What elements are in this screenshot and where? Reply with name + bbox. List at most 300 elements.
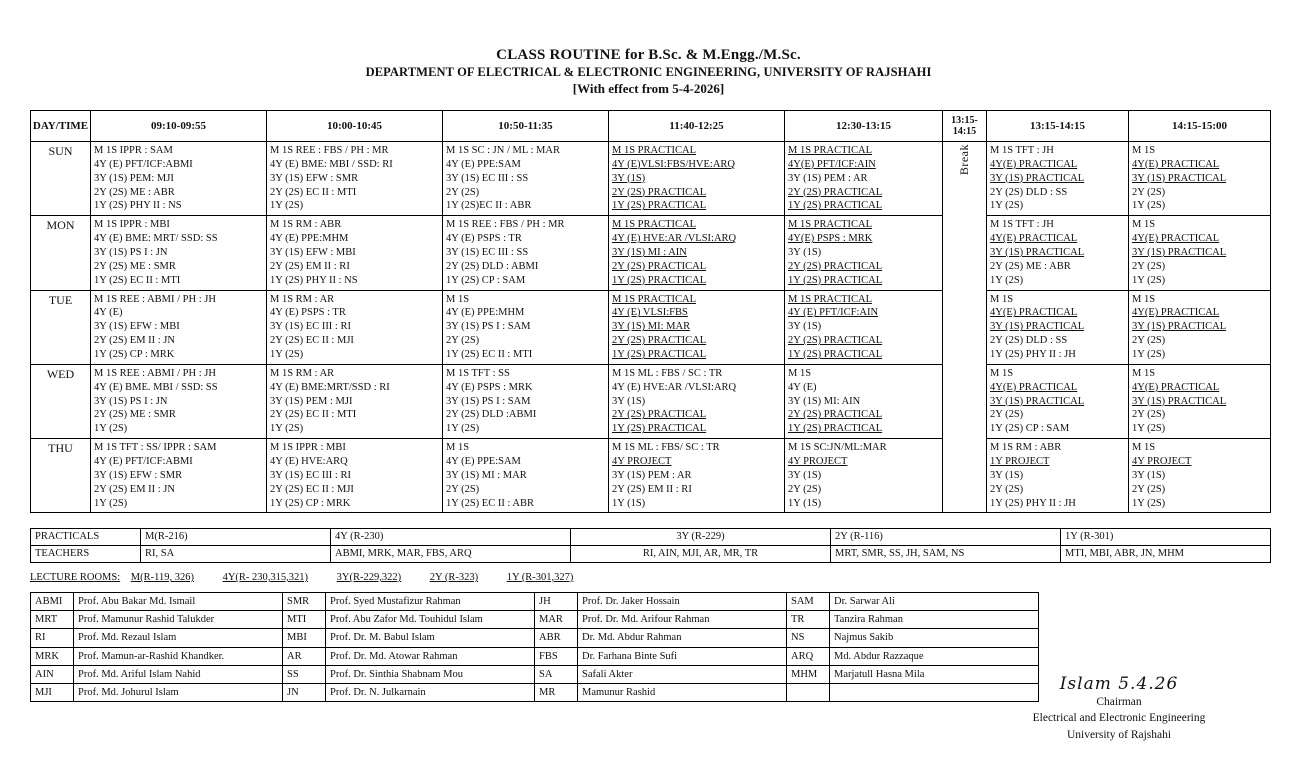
routine-cell — [267, 364, 443, 438]
teacher-code: MAR — [535, 611, 578, 629]
routine-cell-line: M 1S REE : FBS / PH : MR — [270, 145, 389, 156]
lecture-room-4y: 4Y(R- 230,315,321) — [222, 572, 309, 583]
routine-cell-line: 3Y (1S) EFW : SMR — [270, 172, 359, 184]
teacher-code: AR — [283, 647, 326, 665]
routine-cell-line: M 1S PRACTICAL — [612, 145, 697, 156]
routine-cell — [609, 216, 785, 290]
header-slot-4: 11:40-12:25 — [609, 111, 785, 142]
teacher-name: Tanzira Rahman — [830, 611, 1039, 629]
routine-cell-line: 3Y (1S) PS I : SAM — [446, 321, 531, 333]
routine-cell — [785, 439, 943, 513]
teacher-name: Prof. Mamunur Rashid Talukder — [74, 611, 283, 629]
routine-cell-line: 2Y (2S) DLD : SS — [990, 335, 1068, 347]
header-day-time: DAY/TIME — [31, 111, 91, 142]
routine-cell-line: 3Y (1S) PEM : AR — [612, 469, 692, 481]
routine-cell-line: 1Y (2S) PRACTICAL — [612, 423, 707, 435]
routine-cell-line: M 1S RM : AR — [270, 293, 335, 305]
title-department: DEPARTMENT OF ELECTRICAL & ELECTRONIC ENGINEERING, UNIVERSITY OF RAJSHAHI — [365, 64, 932, 79]
routine-cell-line: 4Y (E)VLSI:FBS/HVE:ARQ — [612, 158, 735, 170]
routine-cell-line: 2Y (2S) DLD : ABMI — [446, 260, 539, 272]
routine-cell-line: 3Y (1S) PRACTICAL — [990, 321, 1085, 333]
teacher-name: Prof. Md. Rezaul Islam — [74, 629, 283, 647]
routine-cell — [1129, 439, 1271, 513]
routine-cell-line: 1Y (2S) — [270, 200, 304, 212]
routine-cell-line: 1Y (2S) — [990, 200, 1024, 212]
routine-cell-line: M 1S PRACTICAL — [788, 145, 873, 156]
class-routine-table — [30, 110, 1271, 513]
routine-cell — [91, 290, 267, 364]
routine-cell-line: M 1S RM : ABR — [990, 442, 1062, 454]
routine-row — [31, 364, 1271, 438]
routine-cell-line: 3Y (1S) MI : MAR — [446, 469, 527, 481]
routine-cell — [443, 142, 609, 216]
teacher-code: MJI — [31, 684, 74, 702]
routine-cell-line: 1Y (2S) — [270, 423, 304, 435]
routine-cell-line: M 1S REE : FBS / PH : MR — [446, 219, 565, 231]
routine-cell-line: M 1S IPPR : SAM — [94, 145, 173, 156]
routine-cell-line: 1Y (2S) PHY II : NS — [270, 274, 358, 286]
routine-cell-line: 1Y (2S) PRACTICAL — [788, 274, 883, 286]
routine-cell-line: M 1S — [446, 293, 470, 305]
lecture-room-m: M(R-119, 326) — [130, 572, 194, 583]
routine-cell-line: 2Y (2S) DLD : SS — [990, 186, 1068, 198]
routine-cell-line: 2Y (2S) PRACTICAL — [788, 409, 883, 421]
routine-cell-line: 2Y (2S) EC II : MTI — [270, 409, 357, 421]
routine-cell-line: 3Y (1S) PEM : AR — [788, 172, 868, 184]
routine-cell-line: 2Y (2S) — [788, 483, 822, 495]
routine-cell-line: 2Y (2S) ME : SMR — [94, 409, 176, 421]
routine-cell-line: 4Y (E) PSPS : TR — [446, 233, 522, 245]
routine-cell-line: 3Y (1S) PRACTICAL — [1132, 395, 1227, 407]
break-column — [943, 142, 987, 513]
routine-cell — [1129, 364, 1271, 438]
teacher-code: MHM — [787, 665, 830, 683]
routine-cell-line: 3Y (1S) PRACTICAL — [990, 247, 1085, 259]
lecture-room-1y: 1Y (R-301,327) — [506, 572, 574, 583]
routine-cell-line: 1Y (2S) CP : SAM — [446, 274, 526, 286]
routine-cell-line: 2Y (2S) — [990, 483, 1024, 495]
routine-cell-line: 2Y (2S) — [1132, 186, 1166, 198]
signature-block — [969, 672, 1269, 744]
routine-cell — [443, 439, 609, 513]
routine-cell-line: 4Y (E) BME. MBI / SSD: SS — [94, 381, 218, 393]
routine-cell-line: 1Y (2S) EC II : ABR — [446, 497, 534, 509]
teacher-code: ABR — [535, 629, 578, 647]
routine-cell-line: 4Y(E) PRACTICAL — [1132, 158, 1220, 170]
routine-cell-line: 4Y (E) HVE:AR /VLSI:ARQ — [612, 381, 737, 393]
teacher-code: MRT — [31, 611, 74, 629]
routine-cell-line: 4Y (E) HVE:AR /VLSI:ARQ — [612, 233, 737, 245]
teacher-row — [31, 611, 1039, 629]
routine-cell-line: 2Y (2S) ME : ABR — [94, 186, 175, 198]
routine-cell-line: 1Y (2S) CP : MRK — [270, 497, 351, 509]
routine-cell — [443, 364, 609, 438]
routine-cell-line: M 1S IPPR : MBI — [94, 219, 170, 231]
routine-cell-line: 1Y (2S) — [94, 423, 128, 435]
routine-cell-line: 4Y (E) BME:MRT/SSD : RI — [270, 381, 390, 393]
practicals-teachers-2y: MRT, SMR, SS, JH, SAM, NS — [831, 546, 1061, 563]
teacher-code: SS — [283, 665, 326, 683]
teacher-name: Prof. Dr. N. Julkarnain — [326, 684, 535, 702]
routine-cell — [785, 364, 943, 438]
routine-cell-line: 3Y (1S) MI: MAR — [612, 321, 691, 333]
routine-cell — [1129, 216, 1271, 290]
routine-cell-line: 1Y (2S)EC II : ABR — [446, 200, 532, 212]
routine-cell — [609, 439, 785, 513]
teacher-row — [31, 629, 1039, 647]
routine-cell — [91, 364, 267, 438]
practicals-room-m: M(R-216) — [141, 529, 331, 546]
routine-cell-line: 4Y(E) PRACTICAL — [1132, 381, 1220, 393]
routine-cell-line: 3Y (1S) EFW : MBI — [94, 321, 180, 333]
routine-cell-line: 4Y (E) — [94, 307, 123, 319]
routine-cell-line: 2Y (2S) — [1132, 260, 1166, 272]
routine-cell-line: 4Y (E) PPE:MHM — [270, 233, 349, 245]
routine-cell-line: 1Y (2S) EC II : MTI — [94, 274, 181, 286]
practicals-teachers-row — [31, 546, 1271, 563]
routine-cell-line: 3Y (1S) EC III : RI — [270, 321, 351, 333]
routine-cell-line: 4Y (E) PSPS : TR — [270, 307, 346, 319]
routine-cell-line: 3Y (1S) — [612, 172, 646, 184]
teacher-code: MR — [535, 684, 578, 702]
teacher-row — [31, 647, 1039, 665]
routine-cell-line: 1Y (2S) EC II : MTI — [446, 349, 533, 361]
routine-cell-line: 1Y (2S) PHY II : JH — [990, 497, 1076, 509]
teacher-row — [31, 684, 1039, 702]
routine-cell — [609, 364, 785, 438]
teacher-code: SAM — [787, 593, 830, 611]
teacher-name: Prof. Dr. M. Babul Islam — [326, 629, 535, 647]
routine-cell-line: M 1S REE : ABMI / PH : JH — [94, 293, 216, 305]
routine-cell-line: 4Y(E) PSPS : MRK — [788, 233, 873, 245]
header-slot-1: 09:10-09:55 — [91, 111, 267, 142]
routine-cell — [785, 216, 943, 290]
routine-cell-line: 4Y(E) PFT/ICF:AIN — [788, 158, 876, 170]
practicals-teachers-3y: RI, AIN, MJI, AR, MR, TR — [571, 546, 831, 563]
routine-cell-line: 2Y (2S) PRACTICAL — [788, 260, 883, 272]
routine-cell-line: 4Y PROJECT — [612, 456, 672, 468]
routine-cell-line: M 1S — [446, 442, 470, 454]
routine-cell-line: 3Y (1S) — [990, 469, 1024, 481]
teacher-code: MRK — [31, 647, 74, 665]
teacher-name: Dr. Sarwar Ali — [830, 593, 1039, 611]
routine-cell-line: 4Y (E) PPE:SAM — [446, 456, 521, 468]
routine-cell-line: 4Y(E) PRACTICAL — [1132, 233, 1220, 245]
lecture-room-3y: 3Y(R-229,322) — [336, 572, 402, 583]
title-main: CLASS ROUTINE for B.Sc. & M.Engg./M.Sc. — [496, 47, 801, 63]
teacher-name: Prof. Dr. Jaker Hossain — [578, 593, 787, 611]
header-slot-3: 10:50-11:35 — [443, 111, 609, 142]
routine-cell — [91, 142, 267, 216]
routine-cell-line: 4Y(E) PRACTICAL — [1132, 307, 1220, 319]
routine-cell — [987, 439, 1129, 513]
routine-cell-line: M 1S SC : JN / ML : MAR — [446, 145, 560, 156]
routine-cell-line: 4Y (E) PPE:MHM — [446, 307, 525, 319]
routine-row — [31, 142, 1271, 216]
routine-cell-line: 1Y (1S) — [788, 497, 822, 509]
signature-title: Chairman — [1096, 695, 1142, 708]
routine-cell-line: 1Y (1S) — [612, 497, 646, 509]
teacher-code: ABMI — [31, 593, 74, 611]
lecture-rooms-line — [30, 572, 1270, 583]
routine-cell-line: 1Y (2S) — [1132, 349, 1166, 361]
routine-cell-line: M 1S IPPR : MBI — [270, 442, 346, 454]
routine-cell-line: 4Y (E) BME: MRT/ SSD: SS — [94, 233, 218, 245]
routine-cell-line: 3Y (1S) EC III : RI — [270, 469, 351, 481]
routine-cell-line: 2Y (2S) EC II : MJI — [270, 335, 354, 347]
routine-cell-line: 4Y(E) PRACTICAL — [990, 307, 1078, 319]
routine-cell-line: 2Y (2S) — [1132, 483, 1166, 495]
teacher-name: Prof. Abu Bakar Md. Ismail — [74, 593, 283, 611]
routine-cell-line: 4Y (E) PPE:SAM — [446, 158, 521, 170]
routine-cell-line: M 1S TFT : JH — [990, 145, 1054, 156]
routine-cell-line: M 1S PRACTICAL — [612, 293, 697, 305]
routine-cell-line: M 1S PRACTICAL — [788, 293, 873, 305]
routine-cell-line: 3Y (1S) PRACTICAL — [990, 395, 1085, 407]
routine-cell-line: 2Y (2S) EM II : RI — [270, 260, 350, 272]
routine-cell-line: 2Y (2S) EM II : JN — [94, 335, 175, 347]
routine-cell-line: 4Y (E) VLSI:FBS — [612, 307, 688, 319]
teacher-name: Prof. Syed Mustafizur Rahman — [326, 593, 535, 611]
routine-cell-line: M 1S — [990, 293, 1014, 305]
routine-cell-line: 2Y (2S) PRACTICAL — [612, 409, 707, 421]
day-label: WED — [31, 364, 91, 438]
day-label: MON — [31, 216, 91, 290]
teacher-name: Safali Akter — [578, 665, 787, 683]
routine-cell-line: M 1S — [990, 367, 1014, 379]
routine-cell-line: 1Y (2S) CP : MRK — [94, 349, 175, 361]
routine-cell-line: 1Y (2S) — [446, 423, 480, 435]
routine-cell-line: 3Y (1S) EC III : SS — [446, 247, 529, 259]
routine-cell — [609, 290, 785, 364]
routine-cell-line: 4Y(E) PRACTICAL — [990, 233, 1078, 245]
routine-cell-line: M 1S PRACTICAL — [788, 219, 873, 231]
routine-cell-line: 3Y (1S) PS I : SAM — [446, 395, 531, 407]
teacher-code: MTI — [283, 611, 326, 629]
header-slot-7: 14:15-15:00 — [1129, 111, 1271, 142]
routine-cell-line: 4Y(E) PRACTICAL — [990, 158, 1078, 170]
teacher-code: RI — [31, 629, 74, 647]
routine-cell-line: M 1S — [1132, 442, 1156, 454]
routine-cell-line: M 1S RM : AR — [270, 367, 335, 379]
routine-cell-line: 4Y (E) BME: MBI / SSD: RI — [270, 158, 393, 170]
routine-cell-line: 2Y (2S) — [990, 409, 1024, 421]
header-slot-5: 12:30-13:15 — [785, 111, 943, 142]
routine-cell — [987, 290, 1129, 364]
routine-cell — [785, 142, 943, 216]
routine-cell-line: M 1S REE : ABMI / PH : JH — [94, 367, 216, 379]
header-slot-2: 10:00-10:45 — [267, 111, 443, 142]
routine-cell-line: 3Y (1S) EFW : MBI — [270, 247, 356, 259]
routine-cell-line: 1Y (2S) PRACTICAL — [612, 200, 707, 212]
routine-cell-line: 4Y PROJECT — [788, 456, 848, 468]
routine-cell-line: 2Y (2S) ME : ABR — [990, 260, 1071, 272]
routine-cell-line: 3Y (1S) EC III : SS — [446, 172, 529, 184]
routine-cell-line: 2Y (2S) PRACTICAL — [788, 186, 883, 198]
practicals-room-4y: 4Y (R-230) — [331, 529, 571, 546]
routine-cell-line: 3Y (1S) MI : AIN — [612, 247, 687, 259]
routine-cell-line: 3Y (1S) EFW : SMR — [94, 469, 183, 481]
routine-cell-line: 1Y (2S) PRACTICAL — [788, 200, 883, 212]
teacher-code: ARQ — [787, 647, 830, 665]
routine-cell-line: 3Y (1S) — [788, 321, 822, 333]
routine-cell-line: 1Y (2S) PRACTICAL — [788, 423, 883, 435]
teacher-name: Prof. Md. Johurul Islam — [74, 684, 283, 702]
teacher-codes-table — [30, 592, 1039, 702]
routine-cell-line: 3Y (1S) PEM: MJI — [94, 172, 174, 184]
routine-cell-line: 3Y (1S) PS I : JN — [94, 395, 168, 407]
routine-cell-line: M 1S — [1132, 293, 1156, 305]
routine-cell-line: 3Y (1S) PRACTICAL — [990, 172, 1085, 184]
routine-cell-line: 1Y (2S) — [94, 497, 128, 509]
routine-cell-line: 3Y (1S) — [1132, 469, 1166, 481]
routine-cell-line: 1Y PROJECT — [990, 456, 1050, 468]
teacher-code — [787, 684, 830, 702]
routine-cell-line: 2Y (2S) EM II : JN — [94, 483, 175, 495]
routine-row — [31, 290, 1271, 364]
routine-cell-line: 3Y (1S) — [612, 395, 646, 407]
teacher-name: Prof. Dr. Md. Arifour Rahman — [578, 611, 787, 629]
routine-cell-line: M 1S — [1132, 219, 1156, 231]
teacher-name: Prof. Md. Ariful Islam Nahid — [74, 665, 283, 683]
routine-cell-line: M 1S TFT : JH — [990, 219, 1054, 231]
routine-cell — [443, 216, 609, 290]
routine-cell-line: 2Y (2S) DLD :ABMI — [446, 409, 537, 421]
routine-cell-line: 1Y (2S) — [990, 274, 1024, 286]
routine-cell — [91, 216, 267, 290]
teacher-code: FBS — [535, 647, 578, 665]
teacher-name: Prof. Dr. Md. Atowar Rahman — [326, 647, 535, 665]
day-label: TUE — [31, 290, 91, 364]
routine-cell-line: 1Y (2S) — [1132, 497, 1166, 509]
teacher-name: Dr. Farhana Binte Sufi — [578, 647, 787, 665]
routine-cell-line: 2Y (2S) — [446, 335, 480, 347]
routine-cell — [267, 290, 443, 364]
routine-cell-line: M 1S — [1132, 145, 1156, 156]
teacher-code: SMR — [283, 593, 326, 611]
routine-cell — [987, 142, 1129, 216]
routine-cell-line: M 1S — [788, 367, 812, 379]
teacher-code: JH — [535, 593, 578, 611]
routine-cell-line: 3Y (1S) PRACTICAL — [1132, 321, 1227, 333]
teacher-name: Prof. Abu Zafor Md. Touhidul Islam — [326, 611, 535, 629]
teacher-name: Mamunur Rashid — [578, 684, 787, 702]
routine-cell-line: 1Y (2S) PRACTICAL — [612, 274, 707, 286]
teacher-name: Najmus Sakib — [830, 629, 1039, 647]
routine-cell-line: M 1S ML : FBS/ SC : TR — [612, 442, 720, 454]
routine-cell-line: 2Y (2S) — [1132, 335, 1166, 347]
header-break-slot: 13:15- 14:15 — [943, 111, 987, 142]
practicals-table — [30, 528, 1271, 563]
routine-cell-line: 2Y (2S) EC II : MJI — [270, 483, 354, 495]
teacher-code: AIN — [31, 665, 74, 683]
title-effect-date: [With effect from 5-4-2026] — [572, 81, 725, 97]
routine-cell-line: 1Y (2S) PHY II : JH — [990, 349, 1076, 361]
routine-cell-line: 3Y (1S) PEM : MJI — [270, 395, 353, 407]
routine-cell — [267, 142, 443, 216]
routine-cell-line: M 1S RM : ABR — [270, 219, 342, 231]
teacher-name: Prof. Mamun-ar-Rashid Khandker. — [74, 647, 283, 665]
routine-cell-line: M 1S SC:JN/ML:MAR — [788, 442, 887, 454]
routine-cell-line: 3Y (1S) PRACTICAL — [1132, 172, 1227, 184]
teacher-code: SA — [535, 665, 578, 683]
routine-cell-line: 2Y (2S) — [446, 483, 480, 495]
routine-cell-line: 2Y (2S) PRACTICAL — [612, 335, 707, 347]
routine-cell-line: 1Y (2S) PRACTICAL — [788, 349, 883, 361]
routine-cell — [443, 290, 609, 364]
routine-cell — [987, 216, 1129, 290]
routine-cell-line: 3Y (1S) PRACTICAL — [1132, 247, 1227, 259]
routine-cell — [1129, 142, 1271, 216]
routine-cell-line: 2Y (2S) PRACTICAL — [788, 335, 883, 347]
routine-cell-line: M 1S TFT : SS — [446, 367, 510, 379]
routine-cell — [267, 216, 443, 290]
routine-cell-line: 3Y (1S) MI: AIN — [788, 395, 861, 407]
routine-cell-line: 2Y (2S) ME : SMR — [94, 260, 176, 272]
practicals-room-2y: 2Y (R-116) — [831, 529, 1061, 546]
teacher-code: TR — [787, 611, 830, 629]
routine-cell-line: 2Y (2S) EC II : MTI — [270, 186, 357, 198]
teacher-name: Marjatull Hasna Mila — [830, 665, 1039, 683]
routine-cell-line: M 1S PRACTICAL — [612, 219, 697, 231]
break-label: Break — [957, 144, 971, 176]
routine-cell-line: 2Y (2S) PRACTICAL — [612, 260, 707, 272]
routine-cell — [1129, 290, 1271, 364]
routine-cell-line: 3Y (1S) — [788, 469, 822, 481]
routine-header-row — [31, 111, 1271, 142]
routine-cell-line: 4Y PROJECT — [1132, 456, 1192, 468]
practicals-teachers-4y: ABMI, MRK, MAR, FBS, ARQ — [331, 546, 571, 563]
day-label: THU — [31, 439, 91, 513]
routine-cell-line: 3Y (1S) PS I : JN — [94, 247, 168, 259]
routine-cell-line: 4Y (E) PFT/ICF:AIN — [788, 307, 879, 319]
header-slot-6: 13:15-14:15 — [987, 111, 1129, 142]
teacher-code: MBI — [283, 629, 326, 647]
routine-cell-line: 4Y (E) PFT/ICF:ABMI — [94, 158, 193, 170]
signature-handwriting: Islam 5.4.26 — [1059, 674, 1179, 694]
routine-cell — [91, 439, 267, 513]
routine-cell-line: 4Y (E) PSPS : MRK — [446, 381, 533, 393]
routine-cell-line: 2Y (2S) EM II : RI — [612, 483, 692, 495]
teacher-code: NS — [787, 629, 830, 647]
routine-cell — [987, 364, 1129, 438]
title-block — [0, 0, 1297, 98]
routine-cell-line: M 1S ML : FBS / SC : TR — [612, 367, 723, 379]
practicals-label: PRACTICALS — [31, 529, 141, 546]
routine-cell-line: 1Y (2S) — [1132, 274, 1166, 286]
signature-department: Electrical and Electronic Engineering — [1032, 712, 1206, 725]
teacher-row — [31, 593, 1039, 611]
practicals-teachers-1y: MTI, MBI, ABR, JN, MHM — [1061, 546, 1271, 563]
routine-row — [31, 439, 1271, 513]
teacher-code: JN — [283, 684, 326, 702]
practicals-room-1y: 1Y (R-301) — [1061, 529, 1271, 546]
routine-cell-line: 1Y (2S) — [1132, 423, 1166, 435]
routine-cell-line: 3Y (1S) — [788, 247, 822, 259]
routine-cell-line: 4Y (E) HVE:ARQ — [270, 456, 348, 468]
routine-cell-line: 1Y (2S) PRACTICAL — [612, 349, 707, 361]
routine-cell-line: M 1S — [1132, 367, 1156, 379]
routine-cell-line: 4Y (E) PFT/ICF:ABMI — [94, 456, 193, 468]
teacher-name: Dr. Md. Abdur Rahman — [578, 629, 787, 647]
routine-row — [31, 216, 1271, 290]
day-label: SUN — [31, 142, 91, 216]
routine-cell — [609, 142, 785, 216]
routine-cell-line: 2Y (2S) PRACTICAL — [612, 186, 707, 198]
routine-cell-line: 1Y (2S) — [1132, 200, 1166, 212]
signature-university: University of Rajshahi — [1066, 728, 1172, 741]
routine-cell — [267, 439, 443, 513]
